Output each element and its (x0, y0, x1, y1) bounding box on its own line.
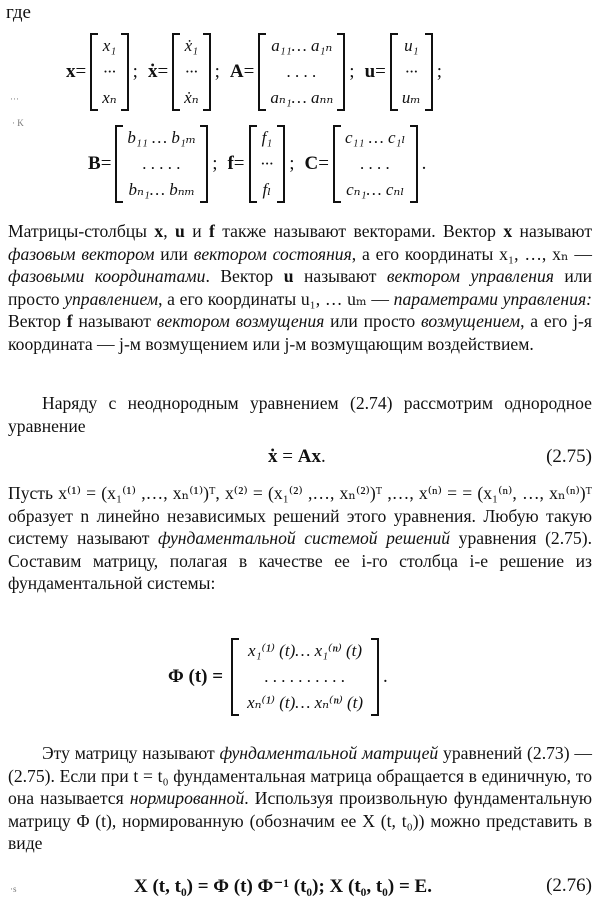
eq-period: . (320, 446, 326, 467)
text-span: уравнений (2.73) — (2.75). Если при t = t₀ фундаментальная матрица обращается в единичную, то она называется (8, 743, 592, 809)
u-symbol: u (364, 61, 376, 82)
matrix-cell: ··· (103, 62, 116, 81)
paragraph-homogeneous: Наряду с неоднородным уравнением (2.74) рассмотрим однородное уравнение (8, 393, 592, 436)
text-span: также называют векторами. Вектор (214, 221, 504, 241)
text-span: или просто (8, 266, 593, 309)
paragraph-vectors (8, 220, 592, 356)
matrix-cell: fₗ (262, 180, 272, 199)
matrix-cell: ··· (185, 62, 198, 81)
matrix-definitions-row-2 (0, 122, 600, 206)
text-span: x (154, 221, 164, 241)
matrix-definitions-row-1 (0, 30, 600, 114)
C-matrix (333, 125, 418, 203)
B-matrix (115, 125, 208, 203)
equals-sign: = (375, 61, 386, 82)
margin-note-2: · K (12, 118, 24, 128)
text-span: и (184, 221, 209, 241)
matrix-cell: ẋₙ (184, 88, 199, 107)
text-span: Матрицы-столбцы (8, 221, 155, 241)
term-control-parameters: параметрами управления: (393, 288, 592, 309)
phi-matrix (231, 638, 379, 716)
matrix-cell: b₁₁ … b₁ₘ (127, 128, 197, 147)
matrix-cell: aₙ₁… aₙₙ (270, 88, 334, 107)
text-span: Пусть x⁽¹⁾ = (x₁⁽¹⁾ ,…, xₙ⁽¹⁾)ᵀ, x⁽²⁾ = (x₁⁽²⁾ ,…, xₙ⁽²⁾)ᵀ ,…, x⁽ⁿ⁾ = = (x₁⁽ⁿ⁾, …, xₙ⁽ⁿ⁾)ᵀ образует n линейно независимых решений этого уравнения. Любую такую систему называют (8, 483, 592, 549)
equation-number: (2.75) (546, 446, 592, 467)
equation-number: (2.76) (546, 875, 592, 896)
matrix-cell: bₙ₁… bₙₘ (128, 180, 196, 199)
header-word: где (6, 2, 31, 23)
matrix-cell: . . . . . (142, 154, 181, 173)
matrix-cell: xₙ⁽¹⁾ (t)… xₙ⁽ⁿ⁾ (t) (247, 693, 364, 712)
period: . (383, 666, 388, 687)
term-fundamental-system: фундаментальной системой решений (158, 528, 451, 549)
equals-sign: = (75, 61, 87, 82)
text-span: , (163, 221, 175, 241)
text-span: u (175, 221, 185, 241)
matrix-cell: uₘ (401, 88, 421, 107)
matrix-cell: xₙ (102, 88, 117, 107)
B-symbol: B (88, 153, 101, 174)
phi-lhs: Φ (t) = (168, 666, 224, 687)
margin-note-1: ··· (10, 94, 19, 104)
term-state-vector: вектором состояния (193, 243, 352, 264)
equals-sign: = (318, 153, 329, 174)
f-symbol: f (227, 153, 234, 174)
text-span: Эту матрицу называют (42, 743, 220, 763)
matrix-cell: c₁₁ … c₁ₗ (345, 128, 406, 147)
text-span: называют (72, 311, 157, 332)
semicolon: ; (214, 61, 220, 82)
equals-sign: = (243, 61, 255, 82)
A-matrix (258, 33, 345, 111)
A-symbol: A (229, 61, 244, 82)
x-symbol: x (66, 61, 76, 82)
text-span: , а его j-я координата — j-м возмущением или j-м возмущающим воздействием. (8, 311, 592, 354)
text-span: или (154, 243, 194, 264)
x-column-matrix (90, 33, 128, 111)
matrix-cell: . . . . (286, 62, 317, 81)
text-span: x (503, 221, 513, 241)
margin-note-3: ·s (10, 884, 17, 894)
matrix-cell: x₁ (102, 36, 117, 55)
term-disturbance-vector: вектором возмущения (156, 311, 325, 332)
matrix-cell: f₁ (261, 128, 273, 147)
matrix-cell: x₁⁽¹⁾ (t)… x₁⁽ⁿ⁾ (t) (248, 641, 363, 660)
text-span: называют (293, 266, 387, 287)
equals-sign: = (157, 61, 169, 82)
paragraph-fundamental-matrix (8, 742, 592, 855)
text-span: f (209, 221, 215, 241)
period: . (421, 153, 427, 174)
term-disturbance: возмущением (420, 311, 521, 332)
text-span: уравнения (2.75). Составим матрицу, полагая в качестве ее i-го столбца i-е решение из фундаментальной системы: (8, 528, 592, 594)
phi-matrix-equation (0, 636, 600, 718)
semicolon: ; (289, 153, 295, 174)
text-span: . Вектор (205, 266, 284, 287)
matrix-cell: ẋ₁ (184, 36, 199, 55)
matrix-cell: u₁ (404, 36, 419, 55)
term-control-vector: вектором управления (386, 266, 554, 287)
text-span: , а его координаты u₁, … uₘ — (158, 288, 394, 309)
semicolon: ; (132, 61, 138, 82)
eq-2-76-body: X (t, t₀) = Φ (t) Φ⁻¹ (t₀); X (t₀, t₀) = E. (134, 876, 432, 897)
equals-sign: = (100, 153, 112, 174)
text-span: , а его координаты x₁, …, xₙ — (351, 243, 592, 264)
u-column-matrix (390, 33, 433, 111)
xdot-column-matrix (172, 33, 210, 111)
term-fundamental-matrix: фундаментальной матрицей (219, 743, 439, 763)
matrix-cell: cₙ₁… cₙₗ (346, 180, 405, 199)
xdot-symbol: ẋ (147, 61, 158, 82)
eq-x: x (311, 446, 321, 467)
text-span: называют (512, 221, 593, 241)
text-span: u (283, 266, 294, 287)
term-normalized: нормированной (129, 788, 245, 809)
text-span: или просто (324, 311, 421, 332)
C-symbol: C (304, 153, 319, 174)
matrix-cell: a₁₁… a₁ₙ (271, 36, 333, 55)
eq-A: A (297, 446, 312, 467)
matrix-cell: . . . . (360, 154, 391, 173)
matrix-cell: ··· (404, 62, 418, 81)
matrix-cell: . . . . . . . . . . (264, 667, 346, 686)
paragraph-fundamental-system (8, 482, 592, 595)
text-span: Вектор (8, 311, 67, 332)
f-column-matrix (249, 125, 286, 203)
term-control: управлением (64, 288, 159, 309)
semicolon: ; (436, 61, 443, 82)
eq-lhs: ẋ (268, 446, 278, 467)
term-phase-coordinates: фазовыми координатами (8, 266, 206, 287)
term-phase-vector: фазовым вектором (8, 243, 155, 264)
equals-sign: = (233, 153, 245, 174)
eq-equals: = (277, 446, 298, 467)
semicolon: ; (212, 153, 218, 174)
text-span: f (66, 311, 73, 332)
matrix-cell: ··· (260, 154, 274, 173)
semicolon: ; (349, 61, 355, 82)
text-span: . Используя произвольную фундаментальную матрицу Φ (t), нормированную (обозначим ее X (t, t₀)) можно представить в виде (8, 788, 593, 854)
